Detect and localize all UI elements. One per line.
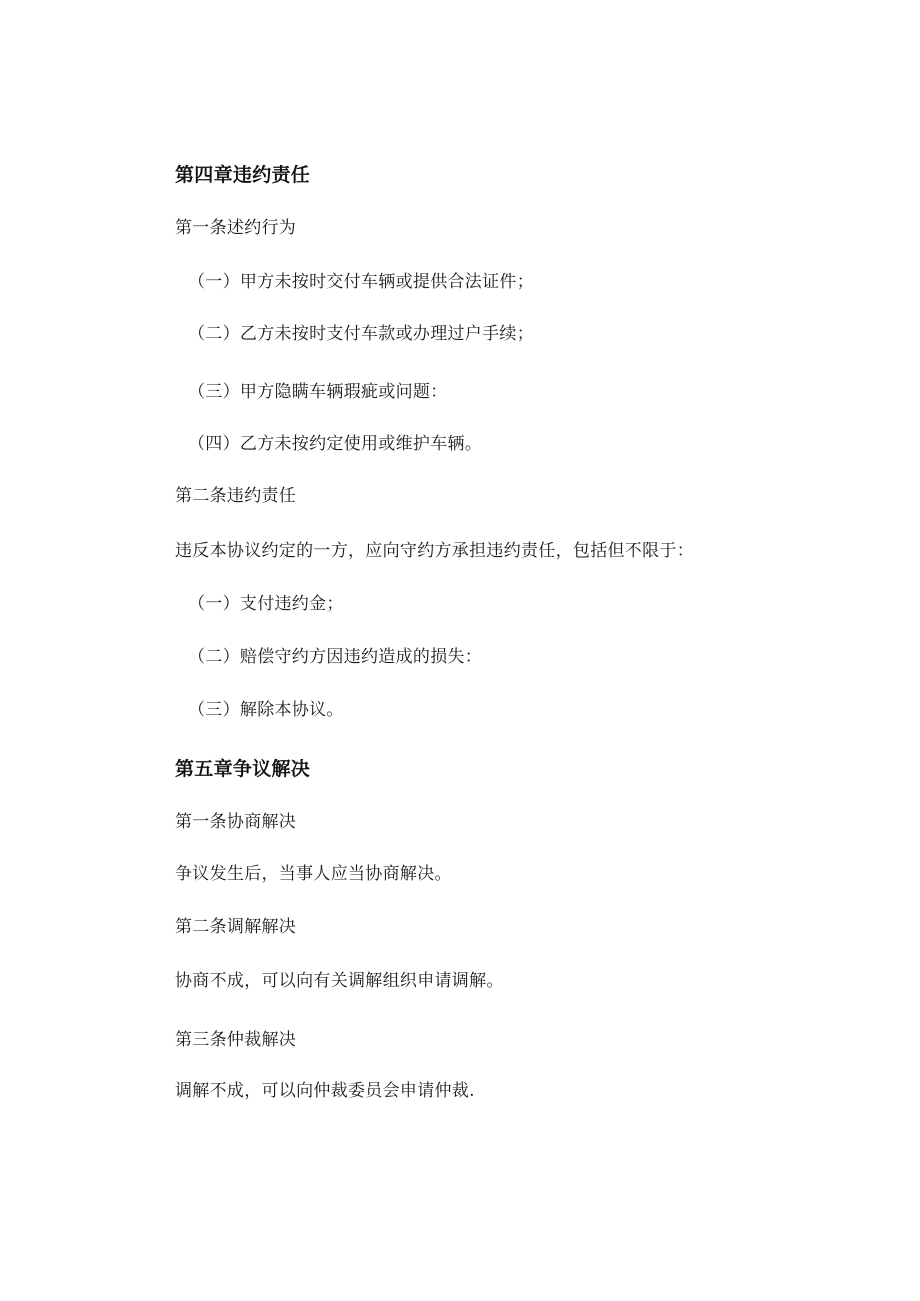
chapter4-article2-item-3: （三）解除本协议。	[188, 700, 344, 720]
chapter4-article2-item-2: （二）赔偿守约方因违约造成的损失：	[188, 647, 483, 667]
chapter5-article3-title: 第三条仲裁解决	[175, 1030, 297, 1050]
chapter5-heading: 第五章争议解决	[175, 758, 311, 780]
chapter5-article1-text: 争议发生后，当事人应当协商解决。	[175, 864, 452, 884]
chapter4-article1-item-3: （三）甲方隐瞒车辆瑕疵或问题：	[188, 382, 448, 402]
chapter4-article2-item-1: （一）支付违约金；	[188, 594, 344, 614]
chapter5-article2-text: 协商不成，可以向有关调解组织申请调解。	[175, 971, 504, 991]
chapter5-article3-text: 调解不成，可以向仲裁委员会申请仲裁.	[175, 1081, 475, 1101]
chapter4-article1-item-2: （二）乙方未按时支付车款或办理过户手续；	[188, 324, 534, 344]
chapter5-article1-title: 第一条协商解决	[175, 812, 297, 832]
chapter4-article2-text: 违反本协议约定的一方，应向守约方承担违约责任，包括但不限于：	[175, 541, 694, 561]
chapter4-article1-title: 第一条述约行为	[175, 218, 297, 238]
chapter5-article2-title: 第二条调解解决	[175, 917, 297, 937]
chapter4-article1-item-4: （四）乙方未按约定使用或维护车辆。	[188, 434, 483, 454]
chapter4-heading: 第四章违约责任	[175, 164, 311, 186]
chapter4-article1-item-1: （一）甲方未按时交付车辆或提供合法证件；	[188, 272, 534, 292]
chapter4-article2-title: 第二条违约责任	[175, 486, 297, 506]
